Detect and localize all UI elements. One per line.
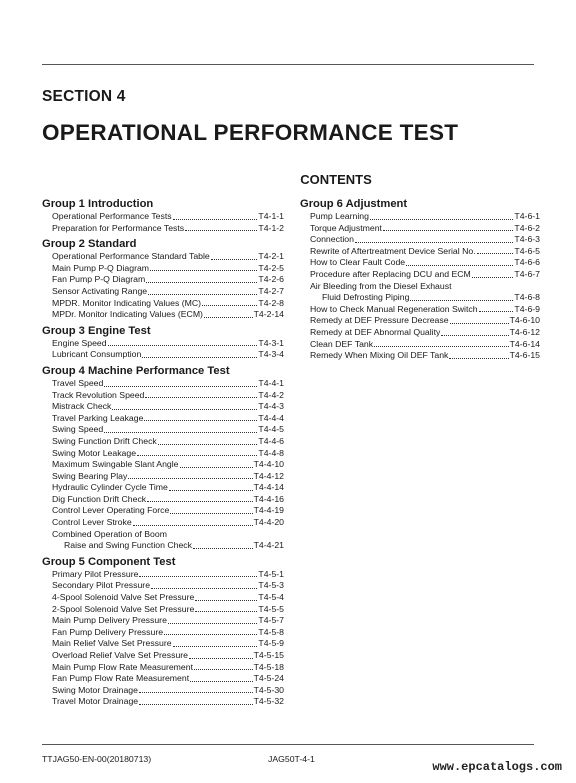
toc-entry[interactable] [42, 390, 284, 402]
toc-entry-page: T4-4-4 [258, 412, 284, 423]
toc-entry-page: T4-4-16 [253, 493, 284, 504]
toc-entry-page: T4-4-12 [253, 470, 284, 481]
toc-group-title: Group 3 Engine Test [42, 324, 151, 337]
toc-leader-dots [128, 478, 252, 479]
toc-entry-page: T4-4-21 [253, 540, 284, 551]
toc-leader-dots [180, 467, 253, 468]
toc-entry[interactable] [300, 339, 540, 351]
toc-leader-dots [146, 282, 257, 283]
toc-entry[interactable] [42, 580, 284, 592]
toc-leader-dots [190, 681, 252, 682]
toc-leader-dots [104, 386, 257, 387]
toc-entry-label: Combined Operation of Boom [52, 528, 167, 539]
toc-entry-page: T4-4-19 [253, 505, 284, 516]
toc-entry-page: T4-6-12 [509, 326, 540, 337]
toc-leader-dots [139, 704, 252, 705]
toc-leader-dots [477, 253, 514, 254]
toc-leader-dots [479, 311, 514, 312]
toc-entry[interactable] [42, 471, 284, 483]
toc-entry-label: Maximum Swingable Slant Angle [52, 459, 179, 470]
toc-entry[interactable] [42, 459, 284, 471]
toc-entry-label: Swing Speed [52, 424, 104, 435]
toc-entry-page: T4-2-8 [258, 297, 284, 308]
toc-entry-page: T4-5-1 [258, 568, 284, 579]
toc-entry[interactable] [42, 696, 284, 708]
toc-entry-page: T4-4-3 [258, 401, 284, 412]
toc-entry[interactable] [42, 505, 284, 517]
toc-entry-page: T4-6-15 [509, 350, 540, 361]
toc-entry-label: Primary Pilot Pressure [52, 568, 139, 579]
toc-entry-label: Procedure after Replacing DCU and ECM [310, 268, 471, 279]
toc-leader-dots [145, 397, 257, 398]
toc-leader-dots [150, 270, 257, 271]
toc-entry-page: T4-5-15 [253, 650, 284, 660]
toc-entry[interactable] [42, 604, 284, 616]
toc-entry[interactable] [42, 286, 284, 298]
toc-leader-dots [173, 646, 258, 647]
toc-entry[interactable] [42, 338, 284, 350]
toc-entry[interactable] [42, 274, 284, 286]
toc-entry-label: MPDr. Monitor Indicating Values (ECM) [52, 309, 203, 320]
toc-leader-dots [133, 525, 253, 526]
toc-entry[interactable] [42, 592, 284, 604]
toc-entry[interactable] [42, 569, 284, 581]
toc-entry[interactable] [300, 269, 540, 281]
toc-leader-dots [406, 265, 513, 266]
toc-entry[interactable] [42, 540, 284, 552]
toc-group-title: Group 2 Standard [42, 238, 137, 251]
toc-entry-label: Main Pump Flow Rate Measurement [52, 661, 193, 672]
toc-entry[interactable] [42, 424, 284, 436]
toc-leader-dots [193, 548, 253, 549]
toc-entry-label: Swing Motor Leakage [52, 447, 137, 458]
toc-entry-page: T4-4-8 [258, 447, 284, 458]
toc-entry-page: T4-5-24 [253, 673, 284, 684]
toc-entry-label: Main Pump P-Q Diagram [52, 262, 150, 273]
toc-entry-label: Overload Relief Valve Set Pressure [52, 650, 189, 660]
toc-entry-label: Control Lever Stroke [52, 517, 132, 528]
toc-entry-label: Operational Performance Tests [52, 211, 172, 221]
toc-leader-dots [202, 305, 257, 306]
toc-entry-page: T4-6-6 [514, 257, 540, 268]
toc-leader-dots [441, 335, 508, 336]
footer-doc-code: TTJAG50-EN-00(20180713) [42, 754, 152, 764]
toc-entry[interactable] [300, 327, 540, 339]
toc-leader-dots [169, 490, 253, 491]
toc-entry[interactable] [300, 223, 540, 235]
toc-entry-label: Clean DEF Tank [310, 338, 374, 349]
toc-entry-label: Air Bleeding from the Diesel Exhaust [310, 280, 452, 291]
toc-entry-page: T4-5-9 [258, 638, 284, 649]
toc-entry[interactable] [42, 517, 284, 529]
toc-leader-dots [112, 409, 257, 410]
toc-entry-label: Dig Function Drift Check [52, 493, 147, 504]
toc-entry[interactable] [42, 494, 284, 506]
toc-leader-dots [410, 300, 513, 301]
toc-entry[interactable] [300, 350, 540, 362]
toc-entry-page: T4-6-7 [514, 268, 540, 279]
toc-entry-page: T4-5-5 [258, 603, 284, 614]
toc-entry-label: Connection [310, 234, 354, 245]
toc-entry-label: Travel Motor Drainage [52, 696, 139, 707]
toc-entry[interactable] [42, 673, 284, 685]
toc-entry-page: T4-5-18 [253, 661, 284, 672]
toc-entry[interactable] [42, 309, 284, 321]
toc-entry[interactable] [42, 211, 284, 223]
toc-leader-dots [168, 623, 258, 624]
toc-leader-dots [173, 219, 258, 220]
toc-entry[interactable] [42, 298, 284, 310]
toc-entry-page: T4-6-9 [514, 303, 540, 314]
top-rule [42, 64, 534, 65]
toc-entry-page: T4-5-4 [258, 592, 284, 603]
toc-entry-label: Swing Function Drift Check [52, 435, 157, 446]
toc-entry-label: Main Relief Valve Set Pressure [52, 638, 172, 649]
toc-entry-label: Fan Pump Flow Rate Measurement [52, 673, 190, 684]
toc-entry-label: Rewrite of Aftertreatment Device Serial No. [310, 245, 476, 256]
toc-entry-label: Mistrack Check [52, 401, 112, 412]
toc-entry[interactable] [42, 627, 284, 639]
toc-leader-dots [147, 501, 252, 502]
toc-entry-label: Remedy at DEF Abnormal Quality [310, 326, 441, 337]
toc-entry-page: T4-2-1 [258, 251, 284, 262]
toc-entry[interactable] [42, 378, 284, 390]
toc-entry-label: Raise and Swing Function Check [64, 540, 192, 551]
toc-leader-dots [108, 345, 258, 346]
toc-leader-dots [185, 230, 257, 231]
toc-leader-dots [204, 317, 253, 318]
toc-entry-page: T4-4-10 [253, 459, 284, 470]
toc-entry-label: MPDR. Monitor Indicating Values (MC) [52, 297, 202, 308]
toc-entry-label: Track Revolution Speed [52, 389, 145, 400]
toc-entry[interactable] [42, 223, 284, 235]
toc-entry[interactable] [42, 401, 284, 413]
contents-heading: CONTENTS [300, 172, 372, 187]
footer-page-id: JAG50T-4-1 [268, 754, 315, 764]
toc-leader-dots [148, 294, 257, 295]
toc-entry-page: T4-1-1 [258, 211, 284, 221]
toc-entry[interactable] [42, 482, 284, 494]
toc-entry-page: T4-2-7 [258, 285, 284, 296]
toc-group-title: Group 1 Introduction [42, 198, 154, 210]
toc-entry-label: Swing Motor Drainage [52, 684, 138, 695]
toc-entry-page: T4-4-20 [253, 517, 284, 528]
toc-leader-dots [194, 669, 253, 670]
toc-leader-dots [139, 576, 257, 577]
toc-entry-page: T4-4-5 [258, 424, 284, 435]
toc-entry-label: How to Clear Fault Code [310, 257, 406, 268]
toc-entry-label: How to Check Manual Regeneration Switch [310, 303, 478, 314]
toc-group-title: Group 4 Machine Performance Test [42, 364, 230, 377]
toc-entry[interactable] [42, 529, 284, 541]
toc-entry-page: T4-5-30 [253, 684, 284, 695]
toc-entry-page: T4-5-7 [258, 615, 284, 626]
toc-entry[interactable] [300, 246, 540, 258]
toc-entry-page: T4-4-1 [258, 377, 284, 388]
toc-entry-page: T4-3-4 [258, 349, 284, 360]
toc-entry-page: T4-2-5 [258, 262, 284, 273]
toc-leader-dots [144, 420, 257, 421]
toc-entry-label: Fan Pump P-Q Diagram [52, 274, 146, 285]
toc-entry-page: T4-2-14 [253, 309, 284, 320]
toc-entry-label: Sensor Activating Range [52, 285, 148, 296]
toc-leader-dots [211, 259, 258, 260]
toc-entry-page: T4-4-14 [253, 482, 284, 493]
toc-entry-label: Fan Pump Delivery Pressure [52, 626, 164, 637]
toc-entry-page: T4-4-6 [258, 435, 284, 446]
toc-leader-dots [355, 242, 513, 243]
toc-entry[interactable] [42, 662, 284, 674]
toc-entry-page: T4-6-3 [514, 234, 540, 245]
toc-entry-label: Torque Adjustment [310, 222, 382, 233]
toc-entry-page: T4-6-8 [514, 292, 540, 303]
toc-entry-label: 2-Spool Solenoid Valve Set Pressure [52, 603, 195, 614]
toc-entry[interactable] [42, 650, 284, 662]
toc-entry-label: Travel Speed [52, 377, 104, 388]
toc-entry-page: T4-6-14 [509, 338, 540, 349]
toc-entry[interactable] [300, 211, 540, 223]
toc-entry[interactable] [42, 436, 284, 448]
toc-entry[interactable] [300, 257, 540, 269]
toc-leader-dots [151, 588, 257, 589]
toc-entry-page: T4-3-1 [258, 337, 284, 348]
toc-leader-dots [158, 444, 258, 445]
toc-entry-label: Fluid Defrosting Piping [322, 292, 410, 303]
toc-leader-dots [164, 634, 257, 635]
footer-watermark: www.epcatalogs.com [432, 760, 562, 774]
toc-entry-page: T4-6-10 [509, 315, 540, 326]
toc-leader-dots [104, 432, 257, 433]
toc-entry-label: Swing Bearing Play [52, 470, 128, 481]
toc-leader-dots [195, 600, 257, 601]
toc-entry-label: Pump Learning [310, 211, 369, 221]
toc-entry[interactable] [42, 448, 284, 460]
toc-entry-page: T4-5-8 [258, 626, 284, 637]
toc-group-title: Group 6 Adjustment [300, 198, 408, 210]
toc-entry[interactable] [300, 292, 540, 304]
toc-leader-dots [189, 658, 253, 659]
toc-entry[interactable] [42, 251, 284, 263]
toc-entry[interactable] [300, 281, 540, 293]
toc-entry-label: Preparation for Performance Tests [52, 222, 185, 233]
toc-entry[interactable] [42, 413, 284, 425]
toc-leader-dots [137, 455, 257, 456]
toc-entry-page: T4-5-3 [258, 580, 284, 591]
toc-leader-dots [142, 357, 257, 358]
toc-right-column [300, 198, 540, 362]
toc-entry-page: T4-4-2 [258, 389, 284, 400]
toc-leader-dots [472, 277, 514, 278]
toc-entry-label: Engine Speed [52, 337, 107, 348]
toc-leader-dots [450, 323, 509, 324]
toc-entry-label: Remedy at DEF Pressure Decrease [310, 315, 449, 326]
toc-left-column [42, 198, 284, 708]
toc-leader-dots [170, 513, 252, 514]
toc-entry[interactable] [300, 315, 540, 327]
toc-entry[interactable] [42, 615, 284, 627]
toc-entry-page: T4-6-2 [514, 222, 540, 233]
toc-leader-dots [449, 358, 508, 359]
toc-entry-label: Remedy When Mixing Oil DEF Tank [310, 350, 449, 361]
toc-leader-dots [383, 230, 513, 231]
toc-entry-page: T4-2-6 [258, 274, 284, 285]
toc-entry-label: Hydraulic Cylinder Cycle Time [52, 482, 168, 493]
toc-entry-label: Control Lever Operating Force [52, 505, 170, 516]
toc-entry-label: Operational Performance Standard Table [52, 251, 210, 262]
page-title: OPERATIONAL PERFORMANCE TEST [42, 120, 459, 145]
toc-entry-label: Secondary Pilot Pressure [52, 580, 151, 591]
toc-entry-page: T4-1-2 [258, 222, 284, 233]
toc-leader-dots [370, 219, 513, 220]
toc-entry-label: Travel Parking Leakage [52, 412, 144, 423]
toc-entry-label: 4-Spool Solenoid Valve Set Pressure [52, 592, 195, 603]
bottom-rule [42, 744, 534, 745]
toc-entry-label: Lubricant Consumption [52, 349, 142, 360]
toc-group-title: Group 5 Component Test [42, 555, 176, 568]
toc-entry[interactable] [42, 263, 284, 275]
toc-entry[interactable] [300, 234, 540, 246]
toc-leader-dots [374, 346, 508, 347]
toc-leader-dots [139, 692, 253, 693]
toc-entry-page: T4-5-32 [253, 696, 284, 707]
toc-entry[interactable] [300, 304, 540, 316]
section-label: SECTION 4 [42, 88, 126, 105]
toc-entry[interactable] [42, 685, 284, 697]
toc-entry-page: T4-6-1 [514, 211, 540, 221]
toc-entry[interactable] [42, 349, 284, 361]
toc-entry[interactable] [42, 638, 284, 650]
toc-entry-label: Main Pump Delivery Pressure [52, 615, 167, 626]
toc-entry-page: T4-6-5 [514, 245, 540, 256]
toc-leader-dots [195, 611, 257, 612]
